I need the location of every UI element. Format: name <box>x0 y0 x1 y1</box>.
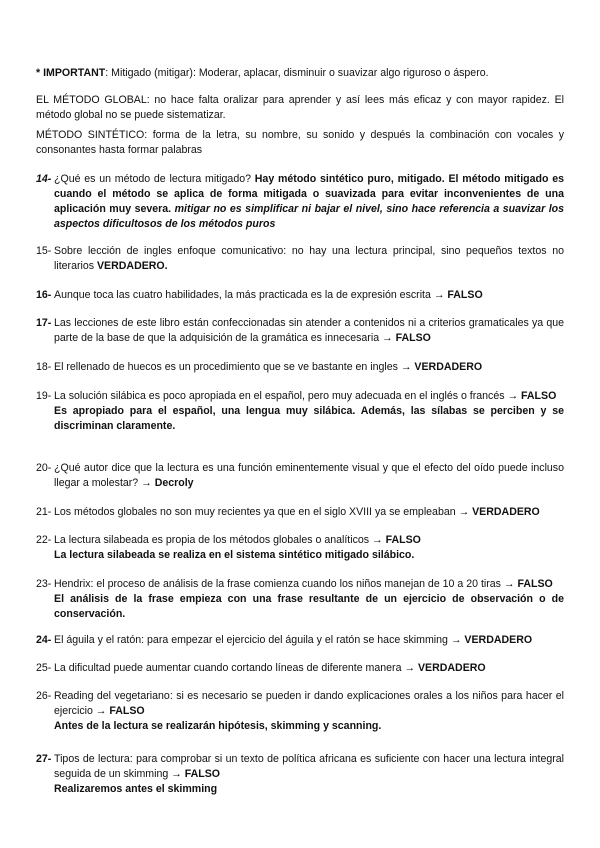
question-text: Sobre lección de ingles enfoque comunicativo: no hay una lectura principal, sino pequeños textos no literarios <box>54 245 564 272</box>
question-text: Hendrix: el proceso de análisis de la frase comienza cuando los niños manejan de 10 a 20 tiras → <box>54 578 518 590</box>
item-number: 21- <box>36 506 52 518</box>
item-number: 25- <box>36 662 52 674</box>
mitigar-note: mitigar no es simplificar ni bajar el nivel, sino hace referencia a suavizar los aspectos dificultosos de los métodos puros <box>54 203 564 230</box>
question-17 <box>36 316 564 346</box>
item-number: 16- <box>36 289 52 301</box>
question-14 <box>36 172 564 232</box>
question-text: El rellenado de huecos es un procedimiento que se ve bastante en ingles → <box>54 361 415 373</box>
question-18 <box>36 360 564 375</box>
explanation-text: Realizaremos antes el skimming <box>54 783 218 795</box>
answer-text: VERDADERO <box>472 506 540 518</box>
explanation-text: La lectura silabeada se realiza en el sistema sintético mitigado silábico. <box>54 549 415 561</box>
answer-text: FALSO <box>517 578 553 590</box>
question-27 <box>36 752 564 797</box>
item-number: 24- <box>36 634 52 646</box>
question-text: La dificultad puede aumentar cuando cortando líneas de diferente manera → <box>54 662 418 674</box>
question-text: ¿Qué autor dice que la lectura es una función eminentemente visual y que el efecto del oído puede incluso llegar a molestar? → <box>54 462 564 489</box>
answer-text: FALSO <box>109 705 145 717</box>
question-15 <box>36 244 564 274</box>
synthetic-method-paragraph: MÉTODO SINTÉTICO: forma de la letra, su nombre, su sonido y después la combinación con vocales y consonantes hasta formar palabras <box>36 129 564 156</box>
question-text: Aunque toca las cuatro habilidades, la más practicada es la de expresión escrita → <box>54 289 448 301</box>
global-method-paragraph: EL MÉTODO GLOBAL: no hace falta oralizar para aprender y así lees más eficaz y con mayor rapidez. El método global no se puede sistematizar. <box>36 94 564 121</box>
question-text: Reading del vegetariano: si es necesario se pueden ir dando explicaciones orales a los niños para hacer el ejercicio → <box>54 690 564 717</box>
answer-text: FALSO <box>447 289 483 301</box>
important-text: : Mitigado (mitigar): Moderar, aplacar, disminuir o suavizar algo riguroso o áspero. <box>105 67 489 79</box>
explanation-text: Antes de la lectura se realizarán hipótesis, skimming y scanning. <box>54 720 382 732</box>
question-text: Las lecciones de este libro están confeccionadas sin atender a contenidos ni a criterios gramaticales ya que parte de la base de que la adquisición de la gramática es innecesaria → <box>54 317 564 344</box>
question-24 <box>36 633 564 648</box>
question-text: El águila y el ratón: para empezar el ejercicio del águila y el ratón se hace skimming → <box>54 634 465 646</box>
question-text: La solución silábica es poco apropiada en el español, pero muy adecuada en el inglés o francés → <box>54 390 522 402</box>
question-text: ¿Qué es un método de lectura mitigado? <box>54 173 255 185</box>
question-text: La lectura silabeada es propia de los métodos globales o analíticos → <box>54 534 386 546</box>
important-label: * IMPORTANT <box>36 67 106 79</box>
answer-text: VERDADERO <box>414 361 483 373</box>
item-number: 22- <box>36 534 52 546</box>
answer-text: VERDADERO. <box>96 260 168 272</box>
question-21 <box>36 505 564 520</box>
question-20 <box>36 461 564 491</box>
item-number: 18- <box>36 361 52 373</box>
answer-text: FALSO <box>184 768 221 780</box>
answer-text: FALSO <box>521 390 557 402</box>
answer-text: Hay método sintético puro, mitigado. El método mitigado es cuando el método se aplica de forma mitigada o suavizada para evitar inconvenientes de una aplicación muy severa. <box>54 173 565 215</box>
item-number: 14- <box>36 173 52 185</box>
question-16 <box>36 288 564 303</box>
question-text: Los métodos globales no son muy recientes ya que en el siglo XVIII ya se empleaban → <box>54 506 473 518</box>
item-number: 26- <box>36 690 52 702</box>
question-25 <box>36 661 564 676</box>
answer-text: FALSO <box>395 332 431 344</box>
question-19 <box>36 389 564 434</box>
item-number: 20- <box>36 462 52 474</box>
answer-text: VERDADERO <box>464 634 533 646</box>
item-number: 27- <box>36 753 52 765</box>
item-number: 15- <box>36 245 52 257</box>
item-number: 23- <box>36 578 52 590</box>
explanation-text: Es apropiado para el español, una lengua muy silábica. Además, las sílabas se perciben y se discriminan claramente. <box>54 405 564 432</box>
explanation-text: El análisis de la frase empieza con una frase resultante de un ejercicio de observación o de conservación. <box>54 593 564 620</box>
answer-text: Decroly <box>154 477 194 489</box>
answer-text: FALSO <box>385 534 421 546</box>
question-23 <box>36 577 564 622</box>
important-note <box>36 66 564 81</box>
item-number: 17- <box>36 317 52 329</box>
item-number: 19- <box>36 390 52 402</box>
question-text: Tipos de lectura: para comprobar si un texto de política africana es suficiente con hacer una lectura integral seguida de un skimming → <box>54 753 564 780</box>
answer-text: VERDADERO <box>417 662 486 674</box>
question-22 <box>36 533 564 563</box>
question-26 <box>36 689 564 734</box>
